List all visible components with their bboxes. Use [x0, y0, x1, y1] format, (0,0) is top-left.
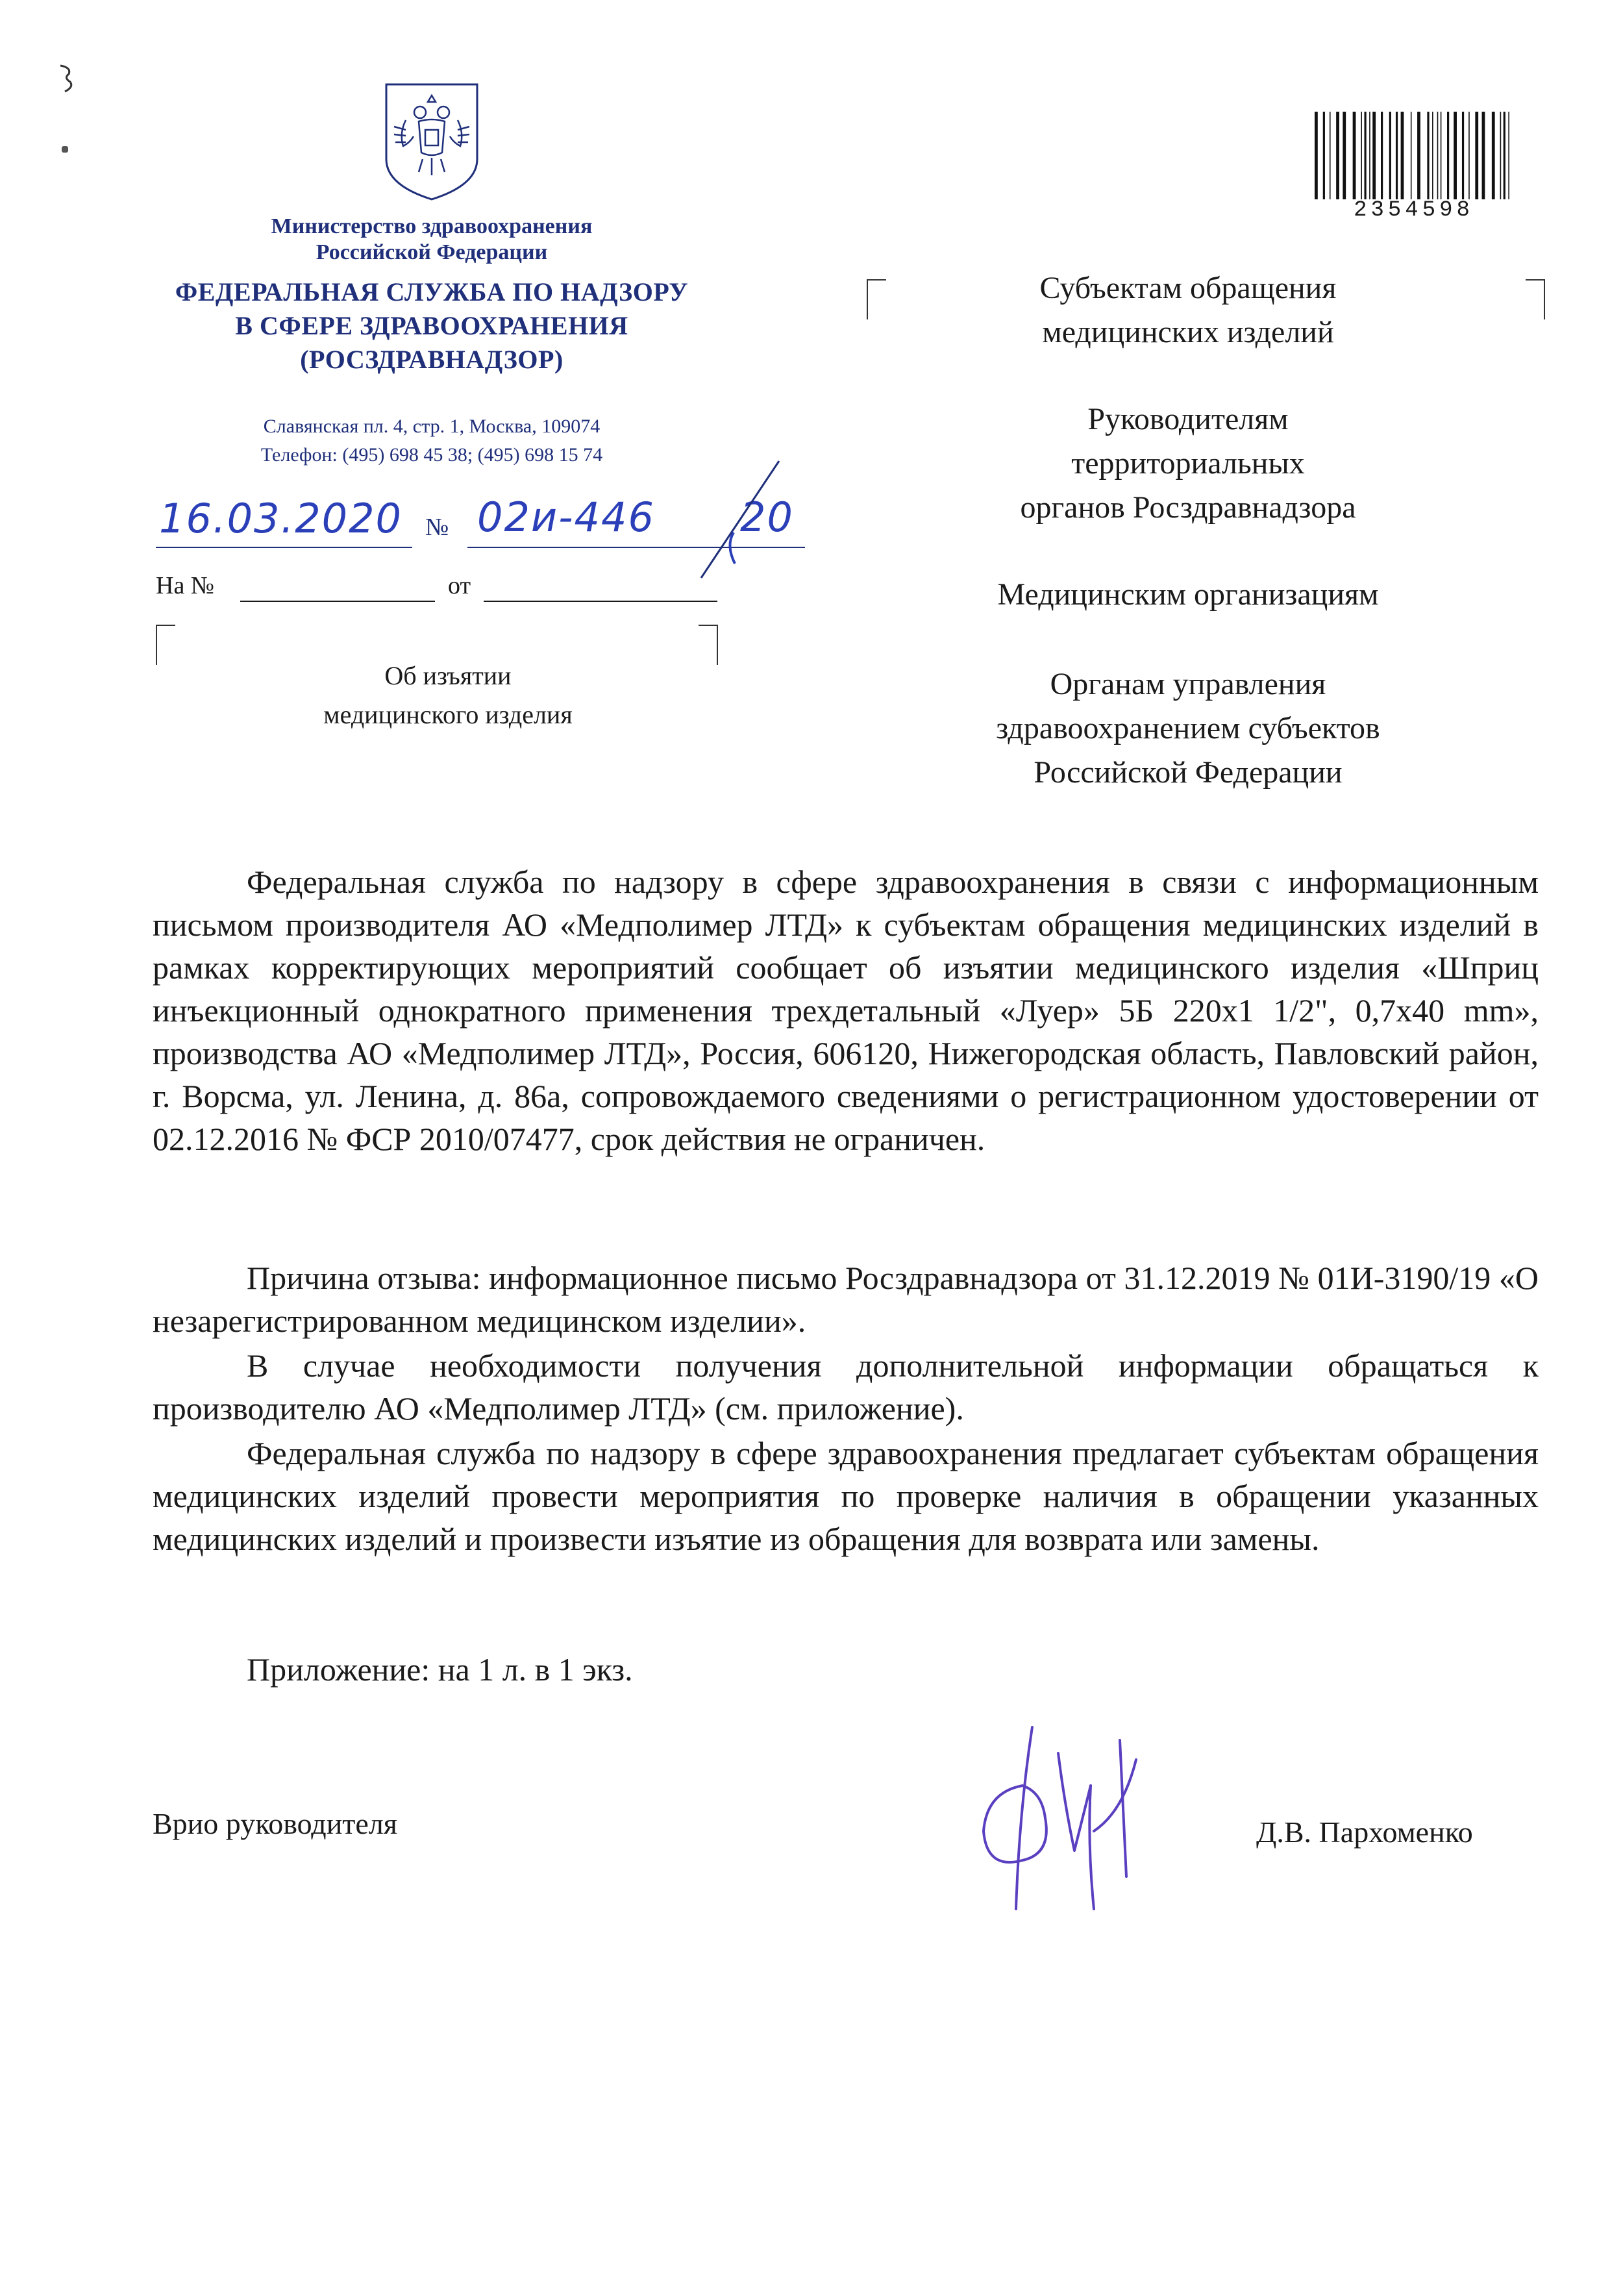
addressee-1-line2: медицинских изделий [1042, 315, 1334, 349]
reference-number-blank [240, 601, 435, 602]
barcode-bar [1492, 112, 1495, 199]
barcode-bar [1381, 112, 1383, 199]
barcode-bar [1454, 112, 1457, 199]
barcode-bar [1432, 112, 1433, 199]
handwritten-signature-icon [961, 1714, 1156, 1922]
barcode-bar [1462, 112, 1464, 199]
addressee-bracket-left [867, 279, 886, 319]
addressee-bracket-right [1526, 279, 1545, 319]
barcode-bar [1411, 112, 1412, 199]
barcode-bar [1508, 112, 1509, 199]
barcode-bar [1437, 112, 1439, 199]
date-underline [156, 547, 412, 548]
barcode-bar [1468, 112, 1470, 199]
addressee-4-line2: здравоохранением субъектов [996, 711, 1380, 745]
barcode-bar [1365, 112, 1367, 199]
barcode-bar [1447, 112, 1449, 199]
handwritten-number: 02и-446 [477, 493, 655, 541]
addressee-1-line1: Субъектам обращения [1039, 271, 1337, 305]
sender-address: Славянская пл. 4, стр. 1, Москва, 109074 [263, 416, 601, 437]
coat-of-arms-icon [380, 81, 484, 201]
barcode [1315, 112, 1513, 199]
barcode-bar [1396, 112, 1398, 199]
number-sign: № [425, 514, 449, 541]
barcode-bar [1315, 112, 1318, 199]
barcode-bar [1336, 112, 1339, 199]
subject-line1: Об изъятии [384, 661, 512, 690]
barcode-bar [1482, 112, 1485, 199]
body-paragraph-3: В случае необходимости получения дополнительной информации обращаться к производителю АО «Медполимер ЛТД» (см. приложение). [153, 1347, 1539, 1427]
reference-date-blank [484, 601, 717, 602]
barcode-bar [1417, 112, 1420, 199]
body-paragraph-2: Причина отзыва: информационное письмо Росздравнадзора от 31.12.2019 № 01И-3190/19 «О незарегистрированном медицинском изделии». [153, 1260, 1539, 1339]
subject-bracket-left [156, 625, 175, 665]
body-paragraph-1: Федеральная служба по надзору в сфере здравоохранения в связи с информационным письмом производителя АО «Медполимер ЛТД» к субъектам обращения медицинских изделий в рамках корректирующих мероприятий сообщает об изъятии медицинского изделия «Шприц инъекционный однократного применения трехдетальный «Луер» 5Б 220x1 1/2", 0,7x40 mm», производства АО «Медполимер ЛТД», Россия, 606120, Нижегородская область, Павловский район, г. Ворсма, ул. Ленина, д. 86а, сопровождаемого сведениями о регистрационном удостоверении от 02.12.2016 № ФСР 2010/07477, срок действия не ограничен. [153, 864, 1539, 1157]
scan-dot [62, 146, 68, 153]
barcode-bar [1330, 112, 1331, 199]
handwritten-number-suffix: 20 [740, 493, 794, 541]
barcode-bar [1369, 112, 1370, 199]
reference-number-label: На № [156, 572, 215, 599]
addressee-4-line3: Российской Федерации [1034, 755, 1343, 790]
addressee-2-line3: органов Росздравнадзора [1020, 490, 1356, 525]
barcode-bar [1441, 112, 1442, 199]
signatory-role: Врио руководителя [153, 1807, 397, 1840]
barcode-bar [1475, 112, 1478, 199]
ministry-name-line2: Российской Федерации [316, 240, 548, 264]
barcode-bar [1389, 112, 1391, 199]
subject-line2: медицинского изделия [323, 700, 573, 729]
addressee-2-line2: территориальных [1071, 446, 1305, 480]
addressee-2-line1: Руководителям [1087, 402, 1289, 436]
barcode-bar [1323, 112, 1325, 199]
barcode-bar [1401, 112, 1404, 199]
subject-bracket-right [699, 625, 718, 665]
scan-mark-icon [57, 62, 77, 95]
barcode-bar [1500, 112, 1502, 199]
service-name-line1: ФЕДЕРАЛЬНАЯ СЛУЖБА ПО НАДЗОРУ [175, 277, 689, 306]
attachment-note: Приложение: на 1 л. в 1 экз. [247, 1651, 633, 1688]
addressee-4-line1: Органам управления [1050, 667, 1326, 701]
barcode-bar [1427, 112, 1429, 199]
handwritten-slash [649, 455, 844, 584]
barcode-number: 2354598 [1354, 198, 1474, 223]
barcode-bar [1353, 112, 1356, 199]
barcode-bar [1361, 112, 1362, 199]
barcode-bar [1372, 112, 1376, 199]
addressee-3-line1: Медицинским организациям [997, 577, 1379, 612]
service-name-line2: В СФЕРЕ ЗДРАВООХРАНЕНИЯ [235, 311, 628, 340]
barcode-bar [1504, 112, 1505, 199]
service-name-line3: (РОСЗДРАВНАДЗОР) [300, 345, 564, 374]
sender-phone: Телефон: (495) 698 45 38; (495) 698 15 74 [260, 444, 603, 466]
signatory-name: Д.В. Пархоменко [1256, 1816, 1473, 1849]
barcode-bar [1343, 112, 1346, 199]
body-paragraph-4: Федеральная служба по надзору в сфере здравоохранения предлагает субъектам обращения медицинских изделий провести мероприятия по проверке наличия в обращении указанных медицинских изделий и произвести изъятие из обращения для возврата или замены. [153, 1435, 1539, 1557]
handwritten-date: 16.03.2020 [159, 495, 402, 542]
ministry-name-line1: Министерство здравоохранения [271, 214, 593, 238]
reference-from-label: от [448, 572, 471, 599]
